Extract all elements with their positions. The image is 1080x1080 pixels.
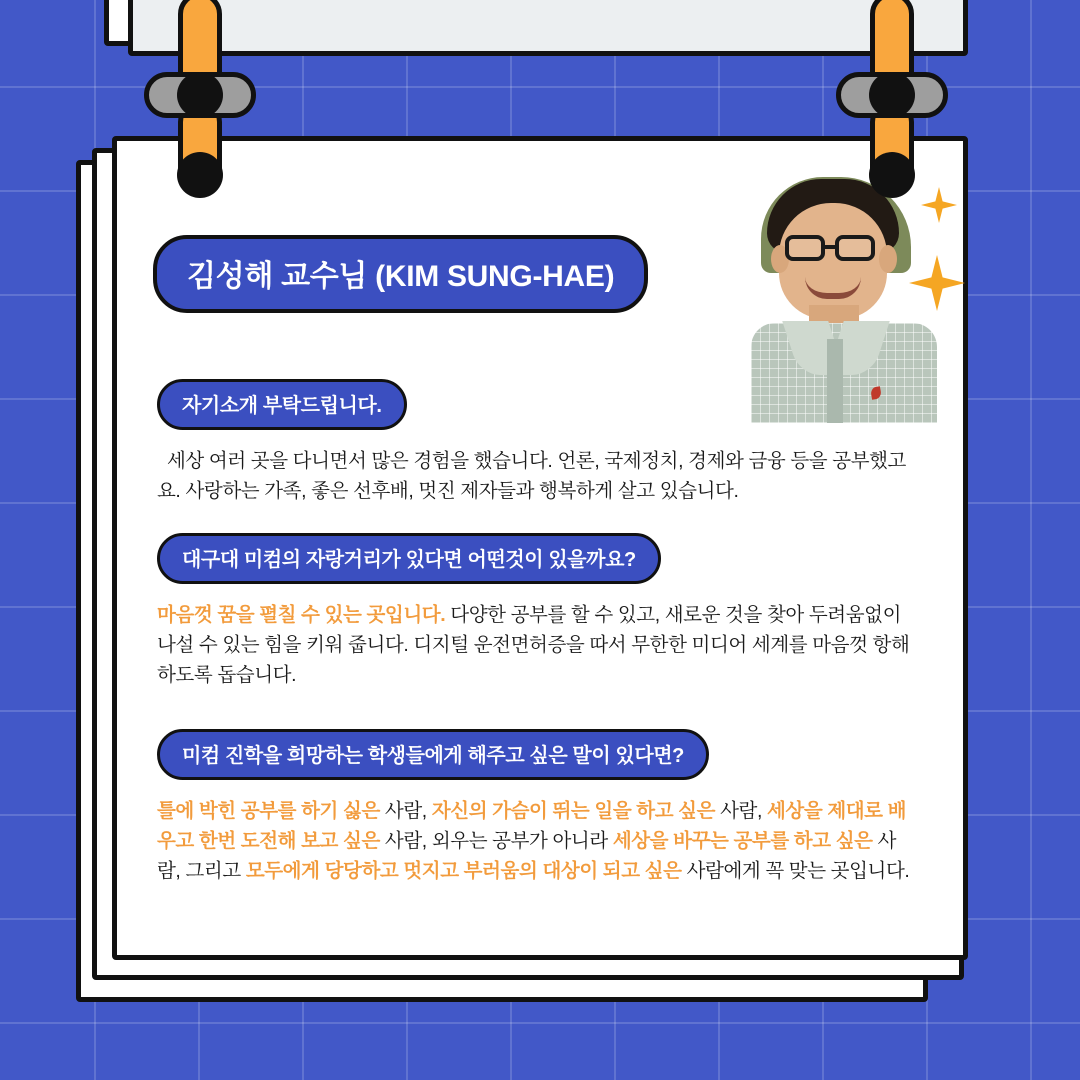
- interview-card: [112, 136, 968, 960]
- answer-run: 사람, 외우는 공부가 아니라: [379, 830, 613, 853]
- page-title: [153, 235, 648, 313]
- clamp-right: [836, 0, 948, 192]
- glasses-bridge: [825, 245, 835, 249]
- answer-highlight: 자신의 가슴이 뛰는 일을 하고 싶은: [431, 800, 716, 822]
- answer-text-2: [157, 600, 915, 691]
- avatar: [743, 173, 943, 423]
- answer-run: 다양한 공부를 할 수 있고, 새로운 것을 찾아 두려움없이 나설 수 있는 힘을 키워 줍니다. 디지털 운전면허증을 따서 무한한 미디어 세계를 마음껏 항해하도록 돕습니다.: [157, 604, 910, 687]
- question-pill-2: [157, 533, 661, 584]
- page-title-text: 김성해 교수님 (KIM SUNG-HAE): [187, 260, 615, 293]
- qa-section-3: [117, 729, 963, 887]
- answer-text-1: [157, 446, 915, 506]
- answer-run: 세상 여러 곳을 다니면서 많은 경험을 했습니다. 언론, 국제정치, 경제와 금융 등을 공부했고요. 사랑하는 가족, 좋은 선후배, 멋진 제자들과 행복하게 살고 있습니다.: [157, 450, 906, 503]
- answer-highlight: 세상을 바꾸는 공부를 하고 싶은: [612, 830, 873, 853]
- clamp-knob-lower: [177, 152, 223, 198]
- answer-highlight: 틀에 박힌 공부를 하기 싫은: [157, 800, 380, 822]
- answer-run: 사람,: [379, 800, 432, 822]
- qa-section-2: [117, 533, 963, 691]
- answer-highlight: 모두에게 당당하고 멋지고 부러움의 대상이 되고 싶은: [245, 860, 682, 883]
- clamp-knob-lower: [869, 152, 915, 198]
- glasses-icon: [835, 235, 875, 261]
- question-text: 자기소개 부탁드립니다.: [182, 395, 382, 417]
- answer-highlight: 세상을 제대로 배우고 한번 도전해 보고 싶은: [157, 800, 907, 853]
- question-text: 대구대 미컴의 자랑거리가 있다면 어떤것이 있을까요?: [182, 549, 636, 571]
- question-pill-3: [157, 729, 709, 780]
- answer-run: 사람에게 꼭 맞는 곳입니다.: [681, 860, 910, 883]
- portrait-area: [725, 173, 963, 433]
- question-text: 미컴 진학을 희망하는 학생들에게 해주고 싶은 말이 있다면?: [182, 745, 684, 767]
- portrait-placket: [827, 339, 843, 423]
- answer-text-3: [157, 796, 915, 887]
- clamp-knob-upper: [177, 72, 223, 118]
- answer-run: 사람, 그리고: [157, 830, 897, 883]
- glasses-icon: [785, 235, 825, 261]
- portrait-ear-right: [879, 245, 897, 273]
- answer-run: 사람,: [715, 800, 767, 822]
- question-pill-1: [157, 379, 407, 430]
- clamp-knob-upper: [869, 72, 915, 118]
- clamp-left: [144, 0, 256, 192]
- answer-highlight: 마음껏 꿈을 펼칠 수 있는 곳입니다.: [157, 604, 446, 626]
- portrait-face: [779, 203, 887, 319]
